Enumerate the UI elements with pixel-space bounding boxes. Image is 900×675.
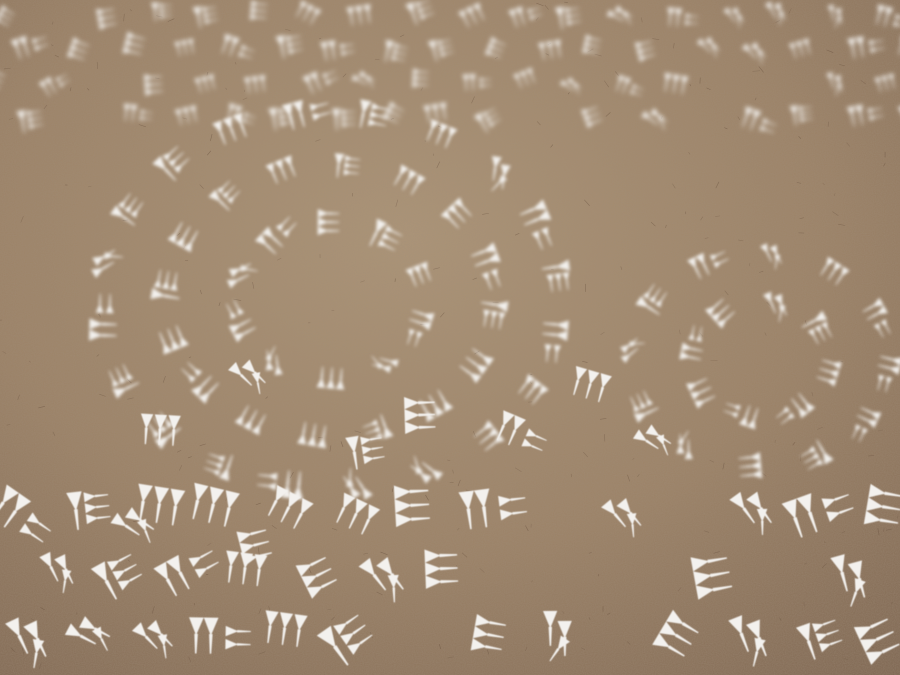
cuneiform-glyph <box>318 209 340 235</box>
